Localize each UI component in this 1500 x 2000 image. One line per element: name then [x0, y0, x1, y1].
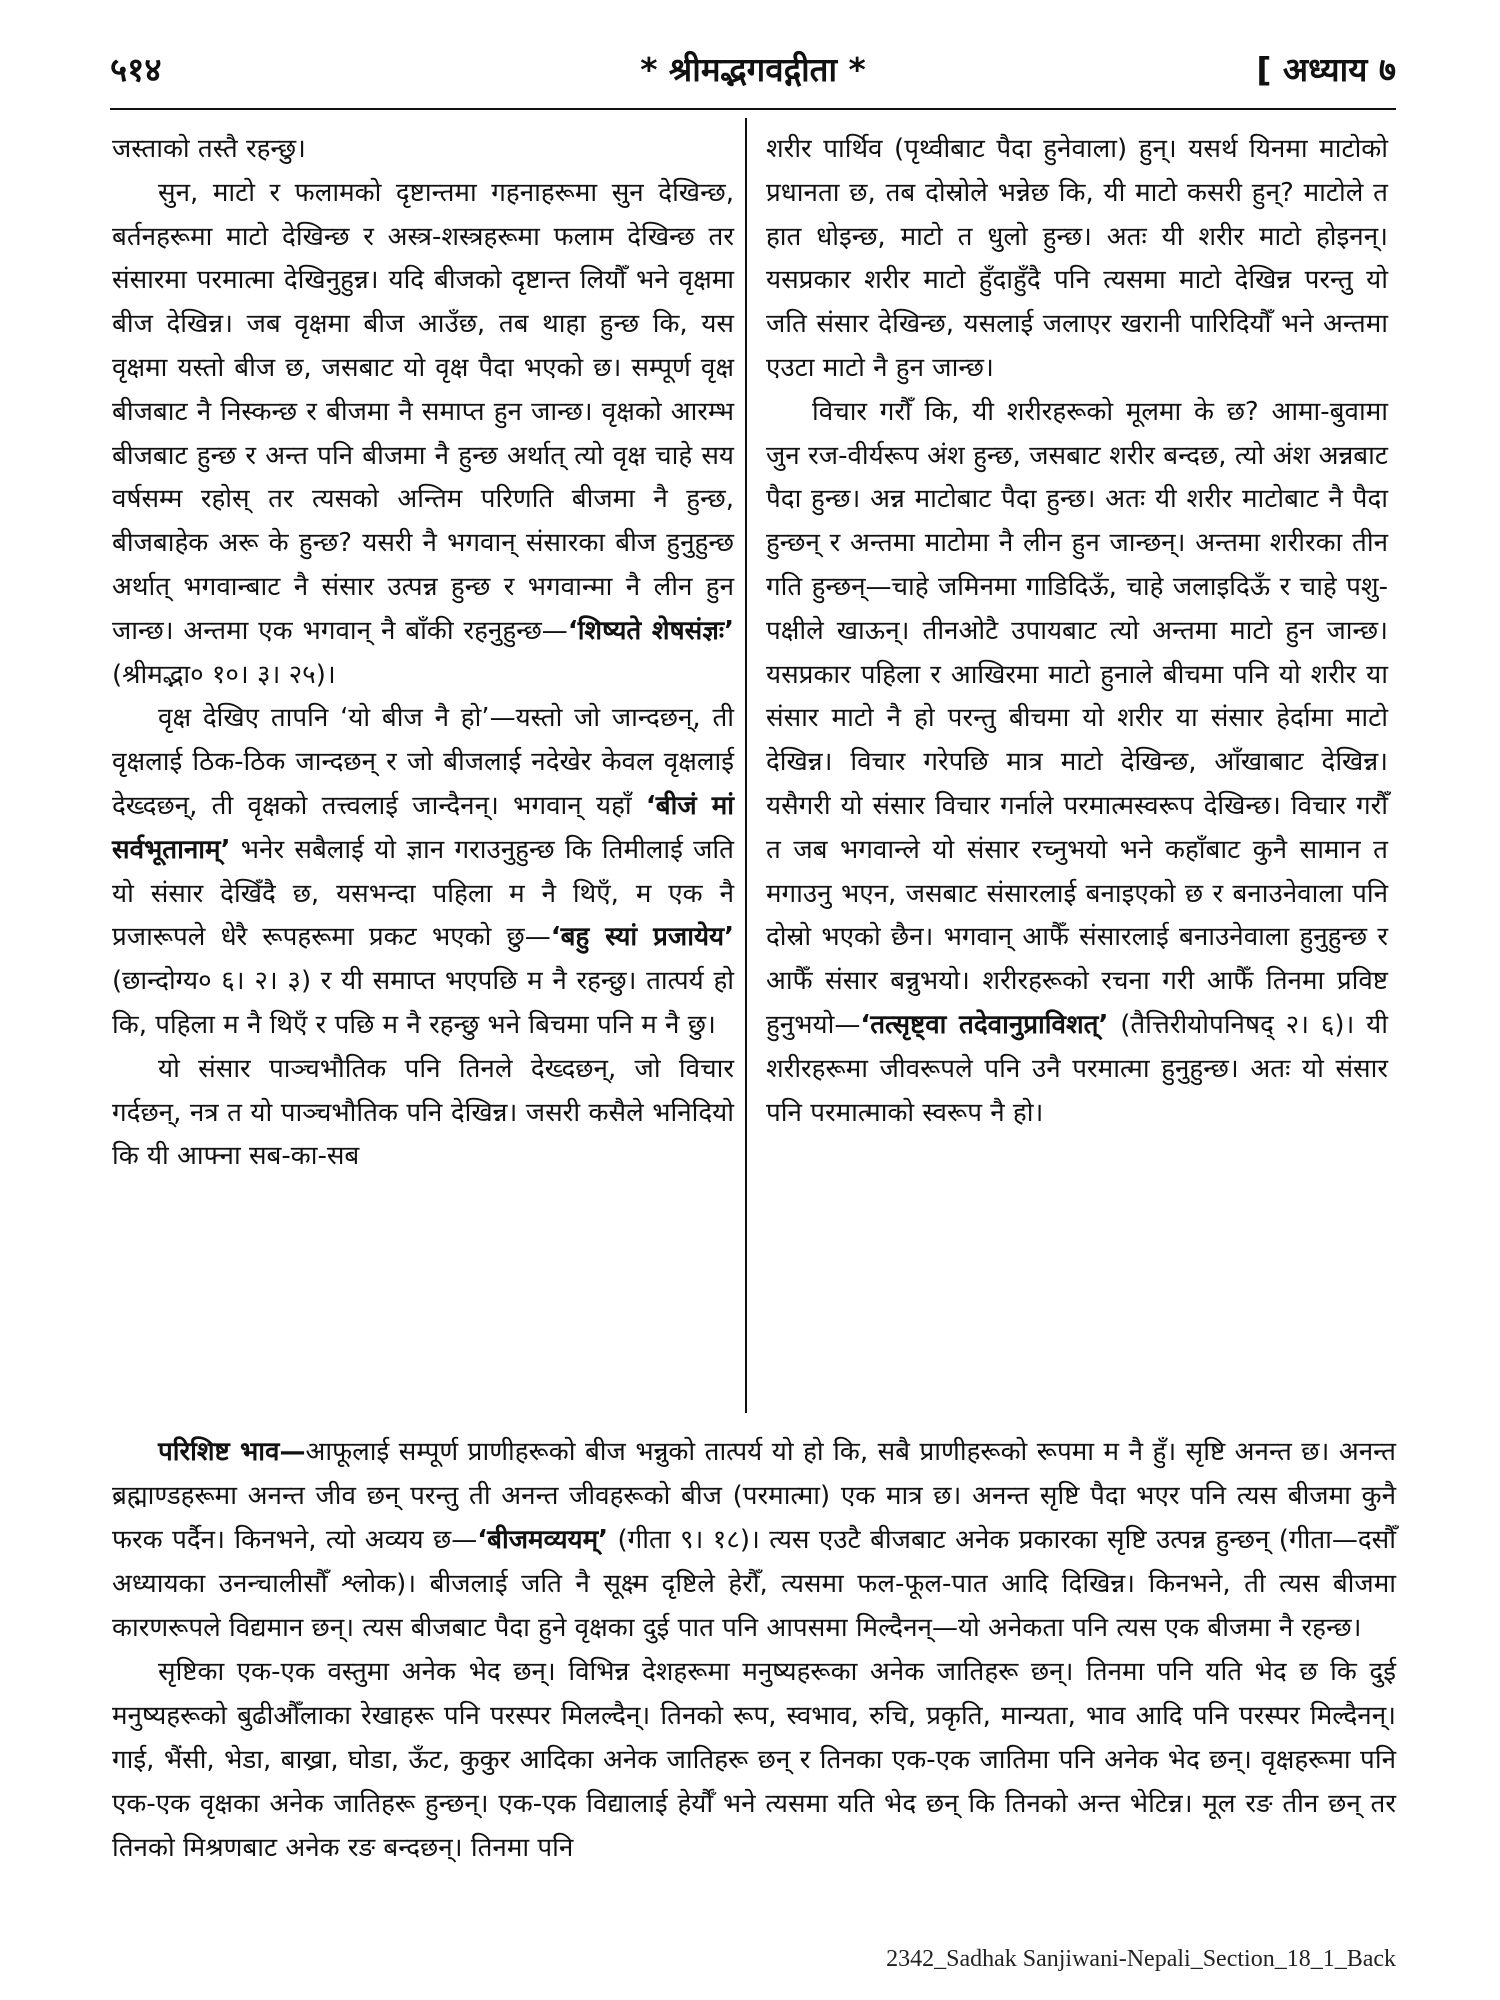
right-paragraph-1: शरीर पार्थिव (पृथ्वीबाट पैदा हुनेवाला) हुन्। यसर्थ यिनमा माटोको प्रधानता छ, तब दोस्रोले भन्नेछ कि, यी माटो कसरी हुन्? माटोले त हात धोइन्छ, माटो त धुलो हुन्छ। अतः यी शरीर माटो होइनन्। यसप्रकार शरीर माटो हुँदाहुँदै पनि त्यसमा माटो देखिन्न परन्तु यो जति संसार देखिन्छ, यसलाई जलाएर खरानी पारिदियौँ भने अन्तमा एउटा माटो नै हुन जान्छ। — [766, 134, 1388, 383]
quote-tatsrishtva: ‘तत्सृष्ट्वा तदेवानुप्राविशत्’ — [860, 1009, 1109, 1040]
left-paragraph-3-text-b: भनेर सबैलाई यो ज्ञान गराउनुहुन्छ कि तिमीलाई जति यो संसार देखिँदै छ, यसभन्दा पहिला म नै थिएँ, म एक नै प्रजारूपले धेरै रूपहरूमा प्रकट भएको छु— — [112, 834, 734, 953]
quote-bijamavyayam: ‘बीजमव्ययम्’ — [477, 1525, 609, 1555]
appendix-paragraph-1-text-b: (गीता ९। १८)। त्यस एउटै बीजबाट अनेक प्रकारका सृष्टि उत्पन्न हुन्छन् (गीता—दसौँ अध्यायका उनन्चालीसौँ श्लोक)। बीजलाई जति नै सूक्ष्म दृष्टिले हेरौँ, त्यसमा फल-फूल-पात आदि दिखिन्न। किनभने, ती त्यस बीजमा कारणरूपले विद्यमान छन्। त्यस बीजबाट पैदा हुने वृक्षका दुई पात पनि आपसमा मिल्दैनन्—यो अनेकता पनि त्यस एक बीजमा नै रहन्छ। — [112, 1525, 1396, 1643]
citation-bhagavata: (श्रीमद्भा० १०। ३। २५)। — [112, 659, 336, 690]
appendix-section — [112, 1430, 1396, 1870]
left-paragraph-3 — [112, 697, 734, 1047]
column-divider — [745, 118, 747, 1413]
left-column — [112, 128, 734, 1179]
quote-bahu-syam: ‘बहु स्यां प्रजायेय’ — [550, 922, 734, 953]
right-paragraph-2 — [766, 391, 1388, 1136]
appendix-paragraph-1 — [112, 1430, 1396, 1650]
left-paragraph-4: यो संसार पाञ्चभौतिक पनि तिनले देख्दछन्, जो विचार गर्दछन्, नत्र त यो पाञ्चभौतिक पनि देखिन्न। जसरी कसैले भनिदियो कि यी आफ्ना सब-का-सब — [112, 1053, 734, 1172]
left-paragraph-1: जस्ताको तस्तै रहन्छु। — [112, 134, 306, 164]
chapter-label: [ अध्याय ७ — [1256, 50, 1396, 89]
appendix-label: परिशिष्ट भाव— — [158, 1437, 306, 1467]
left-paragraph-3-text-c: (छान्दोग्य० ६। २। ३) र यी समाप्त भएपछि म नै रहन्छु। तात्पर्य हो कि, पहिला म नै थिएँ र पछि म नै रहन्छु भने बिचमा पनि म नै छु। — [112, 966, 734, 1040]
left-paragraph-2 — [112, 172, 734, 698]
appendix-paragraph-2: सृष्टिका एक-एक वस्तुमा अनेक भेद छन्। विभिन्न देशहरूमा मनुष्यहरूका अनेक जातिहरू छन्। तिनमा पनि यति भेद छ कि दुई मनुष्यहरूको बुढीऔँलाका रेखाहरू पनि परस्पर मिलल्दैन्। तिनको रूप, स्वभाव, रुचि, प्रकृति, मान्यता, भाव आदि पनि परस्पर मिल्दैनन्। गाई, भैंसी, भेडा, बाख्रा, घोडा, ऊँट, कुकुर आदिका अनेक जातिहरू छन् र तिनका एक-एक जातिमा पनि अनेक भेद छन्। वृक्षहरूमा पनि एक-एक वृक्षका अनेक जातिहरू हुन्छन्। एक-एक विद्यालाई हेर्यौँ भने त्यसमा यति भेद छन् कि तिनको अन्त भेटिन्न। मूल रङ तीन छन् तर तिनको मिश्रणबाट अनेक रङ बन्दछन्। तिनमा पनि — [112, 1657, 1396, 1863]
left-paragraph-3-text-a: वृक्ष देखिए तापनि ‘यो बीज नै हो’—यस्तो जो जान्दछन्, ती वृक्षलाई ठिक-ठिक जान्दछन् र जो बीजलाई नदेखेर केवल वृक्षलाई देख्दछन्, ती वृक्षको तत्त्वलाई जान्दैनन्। भगवान् यहाँ — [112, 703, 734, 821]
source-footer: 2342_Sadhak Sanjiwani-Nepali_Section_18_1_Back — [886, 1946, 1396, 1972]
right-paragraph-2-text-a: विचार गरौँ कि, यी शरीरहरूको मूलमा के छ? आमा-बुवामा जुन रज-वीर्यरूप अंश हुन्छ, जसबाट शरीर बन्दछ, त्यो अंश अन्नबाट पैदा हुन्छ। अन्न माटोबाट पैदा हुन्छ। अतः यी शरीर माटोबाट नै पैदा हुन्छन् र अन्तमा माटोमा नै लीन हुन जान्छन्। अन्तमा शरीरका तीन गति हुन्छन्—चाहे जमिनमा गाडिदिऊँ, चाहे जलाइदिऊँ र चाहे पशु-पक्षीले खाऊन्। तीनओटै उपायबाट त्यो अन्तमा माटो हुन जान्छ। यसप्रकार पहिला र आखिरमा माटो हुनाले बीचमा पनि यो शरीर या संसार माटो नै हो परन्तु बीचमा यो शरीर या संसार हेर्दामा माटो देखिन्न। विचार गरेपछि मात्र माटो देखिन्छ, आँखाबाट देखिन्न। यसैगरी यो संसार विचार गर्नाले परमात्मस्वरूप देखिन्छ। विचार गरौँ त जब भगवान्ले यो संसार रच्नुभयो भने कहाँबाट कुनै सामान त मगाउनु भएन, जसबाट संसारलाई बनाइएको छ र बनाउनेवाला पनि दोस्रो भएको छैन। भगवान् आफैँ संसारलाई बनाउनेवाला हुनुहुन्छ र आफैँ संसार बन्नुभयो। शरीरहरूको रचना गरी आफैँ तिनमा प्रविष्ट हुनुभयो— — [766, 396, 1388, 1040]
page-header — [110, 38, 1396, 98]
page-number: ५१४ — [110, 50, 162, 89]
appendix-paragraph-1-text-a: आफूलाई सम्पूर्ण प्राणीहरूको बीज भन्नुको तात्पर्य यो हो कि, सबै प्राणीहरूको रूपमा म नै हुँ। सृष्टि अनन्त छ। अनन्त ब्रह्माण्डहरूमा अनन्त जीव छन् परन्तु ती अनन्त जीवहरूको बीज (परमात्मा) एक मात्र छ। अनन्त सृष्टि पैदा भएर पनि त्यस बीजमा कुनै फरक पर्दैन। किनभने, त्यो अव्यय छ— — [112, 1437, 1396, 1555]
quote-bijam-mam: ‘बीजं मां सर्वभूतानाम्’ — [112, 790, 734, 865]
left-paragraph-2-text: सुन, माटो र फलामको दृष्टान्तमा गहनाहरूमा सुन देखिन्छ, बर्तनहरूमा माटो देखिन्छ र अस्त्र-शस्त्रहरूमा फलाम देखिन्छ तर संसारमा परमात्मा देखिनुहुन्न। यदि बीजको दृष्टान्त लियौँ भने वृक्षमा बीज देखिन्न। जब वृक्षमा बीज आउँछ, तब थाहा हुन्छ कि, यस वृक्षमा यस्तो बीज छ, जसबाट यो वृक्ष पैदा भएको छ। सम्पूर्ण वृक्ष बीजबाट नै निस्कन्छ र बीजमा नै समाप्त हुन जान्छ। वृक्षको आरम्भ बीजबाट हुन्छ र अन्त पनि बीजमा नै हुन्छ अर्थात् त्यो वृक्ष चाहे सय वर्षसम्म रहोस् तर त्यसको अन्तिम परिणति बीजमा नै हुन्छ, बीजबाहेक अरू के हुन्छ? यसरी नै भगवान् संसारका बीज हुनुहुन्छ अर्थात् भगवान्बाट नै संसार उत्पन्न हुन्छ र भगवान्मा नै लीन हुन जान्छ। अन्तमा एक भगवान् नै बाँकी रहनुहुन्छ— — [112, 177, 734, 646]
right-paragraph-2-text-b: (तैत्तिरीयोपनिषद् २। ६)। यी शरीरहरूमा जीवरूपले पनि उनै परमात्मा हुनुहुन्छ। अतः यो संसार पनि परमात्माको स्वरूप नै हो। — [766, 1009, 1388, 1128]
book-title: * श्रीमद्भगवद्गीता * — [640, 50, 866, 89]
header-rule — [110, 108, 1396, 110]
right-column — [766, 128, 1388, 1135]
quote-shishyate: ‘शिष्यते शेषसंज्ञः’ — [567, 615, 734, 646]
